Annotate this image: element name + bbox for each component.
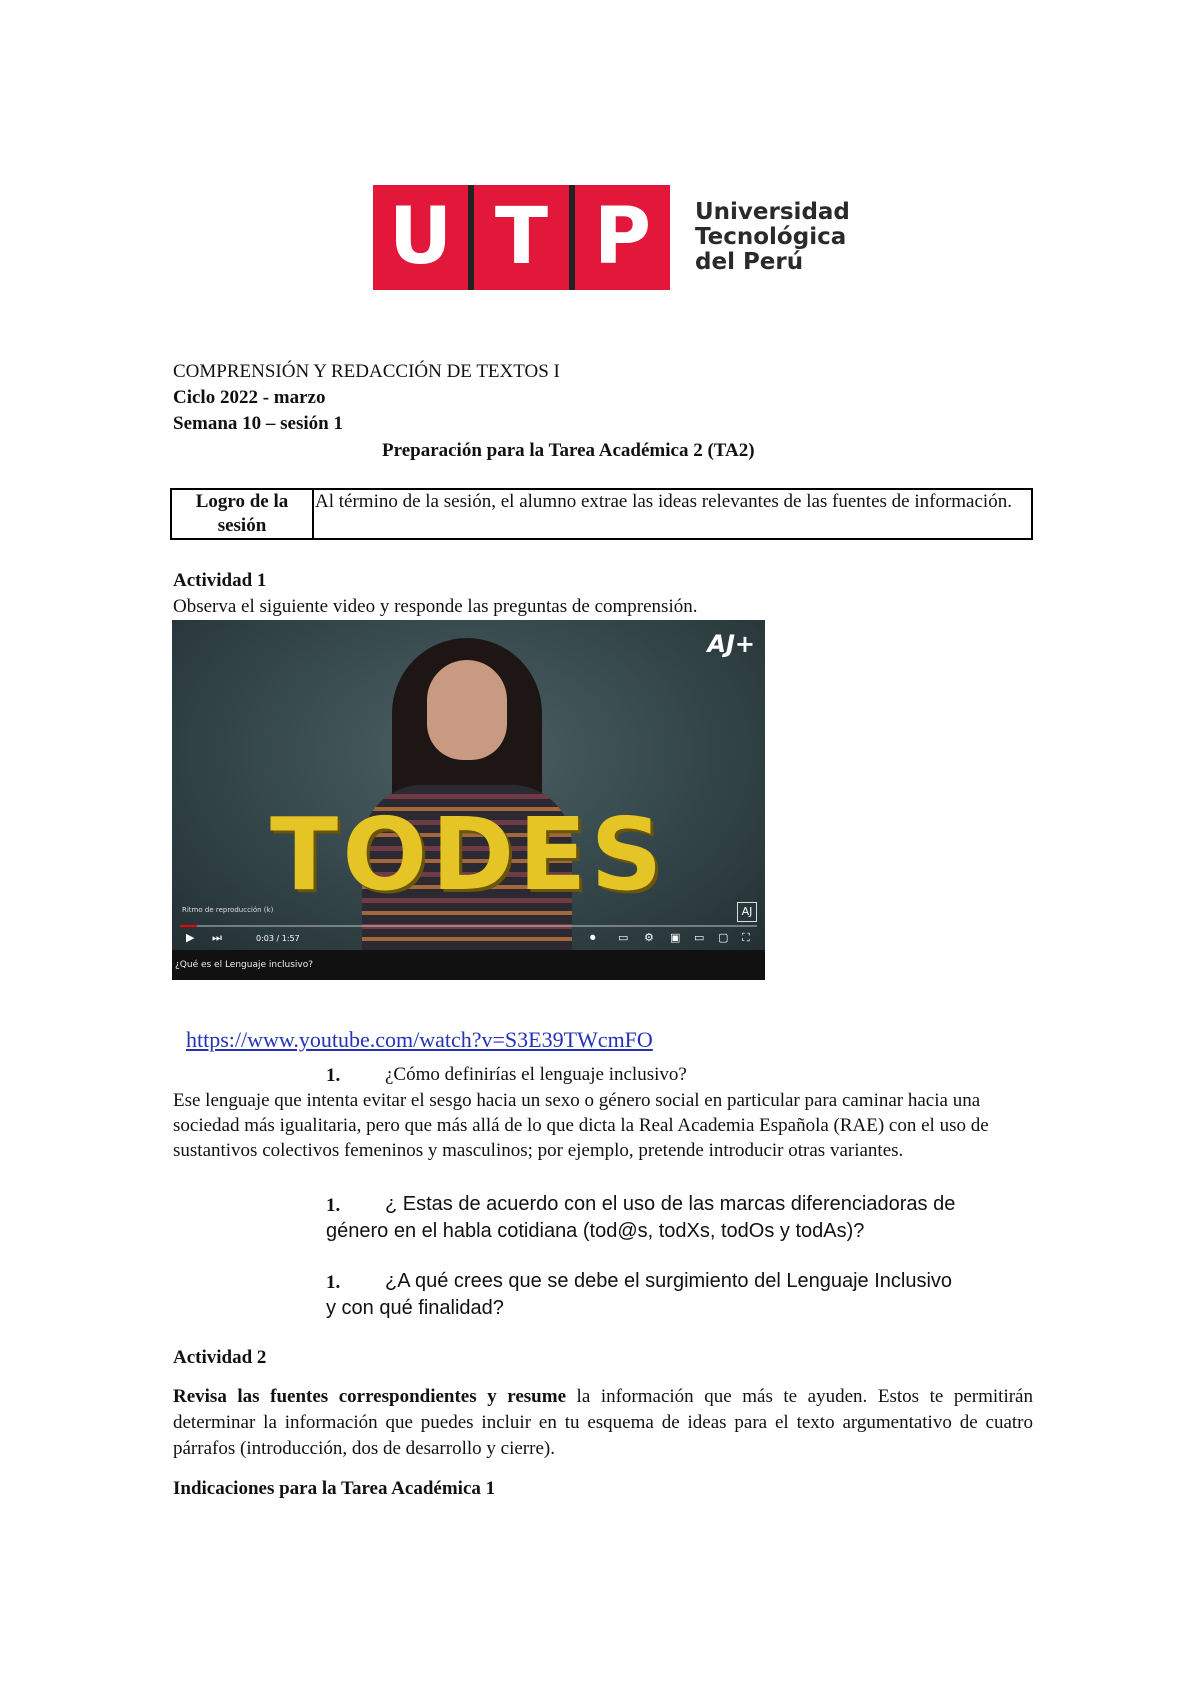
answer-1-text: Ese lenguaje que intenta evitar el sesgo hacia un sexo o género social en particular para caminar hacia una sociedad más igualitaria, pero que más allá de lo que dicta la Real Academia Española (RAE) con el uso de sustantivos colectivos femeninos y masculinos; por ejemplo, pretende introducir otras variantes. xyxy=(173,1090,989,1161)
activity-1-heading: Actividad 1 xyxy=(173,570,267,591)
university-name-line: del Perú xyxy=(695,249,804,275)
question-number: 1. xyxy=(326,1195,341,1216)
theater-mode-icon[interactable]: ▭ xyxy=(694,931,705,944)
activity-2-bold-intro: Revisa las fuentes correspondientes y resume xyxy=(173,1386,566,1407)
video-time: 0:03 / 1:57 xyxy=(256,934,300,943)
logro-table xyxy=(170,488,1033,540)
autoplay-toggle[interactable]: ⏺ xyxy=(590,931,596,944)
fullscreen-icon[interactable]: ⛶ xyxy=(742,931,750,944)
playback-speed-label: Ritmo de reproducción (k) xyxy=(182,906,274,914)
logro-label: Logro de la sesión xyxy=(172,490,314,538)
video-controls xyxy=(172,928,765,950)
logo-letter-p: P xyxy=(593,192,652,282)
question-2-text-line-2: género en el habla cotidiana (tod@s, todXs, todOs y todAs)? xyxy=(326,1220,865,1242)
video-player[interactable] xyxy=(172,620,765,980)
question-2-text-line-1: ¿ Estas de acuerdo con el uso de las marcas diferenciadoras de xyxy=(385,1193,956,1215)
settings-icon[interactable]: ⚙ xyxy=(644,931,654,944)
activity-2-body: la información que más te ayuden. Estos te permitirán determinar la información que puedes incluir en tu esquema de ideas para el texto argumentativo de cuatro párrafos (introducción, dos de desarrollo y cierre). xyxy=(173,1386,1033,1459)
cycle-label: Ciclo 2022 - marzo xyxy=(173,387,326,408)
indicaciones-heading: Indicaciones para la Tarea Académica 1 xyxy=(173,1478,496,1499)
logo-letter-u: U xyxy=(388,192,453,282)
university-name-line: Universidad xyxy=(695,199,850,225)
question-1-text: ¿Cómo definirías el lenguaje inclusivo? xyxy=(385,1064,687,1085)
cast-icon[interactable]: ▢ xyxy=(718,931,729,944)
course-title: COMPRENSIÓN Y REDACCIÓN DE TEXTOS I xyxy=(173,361,560,382)
youtube-link[interactable]: https://www.youtube.com/watch?v=S3E39TWcmFO xyxy=(186,1027,653,1052)
university-name xyxy=(695,200,850,275)
channel-logo: AJ+ xyxy=(707,630,755,658)
progress-bar-fill xyxy=(180,925,197,927)
page-title: Preparación para la Tarea Académica 2 (TA2) xyxy=(382,440,755,461)
channel-watermark-icon: AJ xyxy=(737,902,757,922)
video-title-caption: ¿Qué es el Lenguaje inclusivo? xyxy=(172,950,765,980)
miniplayer-icon[interactable]: ▣ xyxy=(670,931,681,944)
logo-letter-t: T xyxy=(494,192,549,282)
question-3-text-line-2: y con qué finalidad? xyxy=(326,1297,504,1319)
subtitles-icon[interactable]: ▭ xyxy=(618,931,629,944)
play-icon[interactable]: ▶ xyxy=(186,931,195,944)
next-icon[interactable]: ⏭ xyxy=(212,931,222,944)
activity-2-heading: Actividad 2 xyxy=(173,1347,267,1368)
university-name-line: Tecnológica xyxy=(695,224,847,250)
progress-bar[interactable] xyxy=(180,925,757,927)
question-3-text-line-1: ¿A qué crees que se debe el surgimiento del Lenguaje Inclusivo xyxy=(385,1270,953,1292)
question-number: 1. xyxy=(326,1065,341,1086)
week-label: Semana 10 – sesión 1 xyxy=(173,413,343,434)
activity-1-instruction: Observa el siguiente video y responde las preguntas de comprensión. xyxy=(173,596,698,617)
video-overlay-word: TODES xyxy=(270,796,667,913)
utp-logo xyxy=(373,185,850,290)
presenter-face xyxy=(427,660,507,760)
question-number: 1. xyxy=(326,1272,341,1293)
logro-text: Al término de la sesión, el alumno extrae las ideas relevantes de las fuentes de información. xyxy=(315,491,1012,512)
activity-2-text xyxy=(173,1384,1033,1462)
